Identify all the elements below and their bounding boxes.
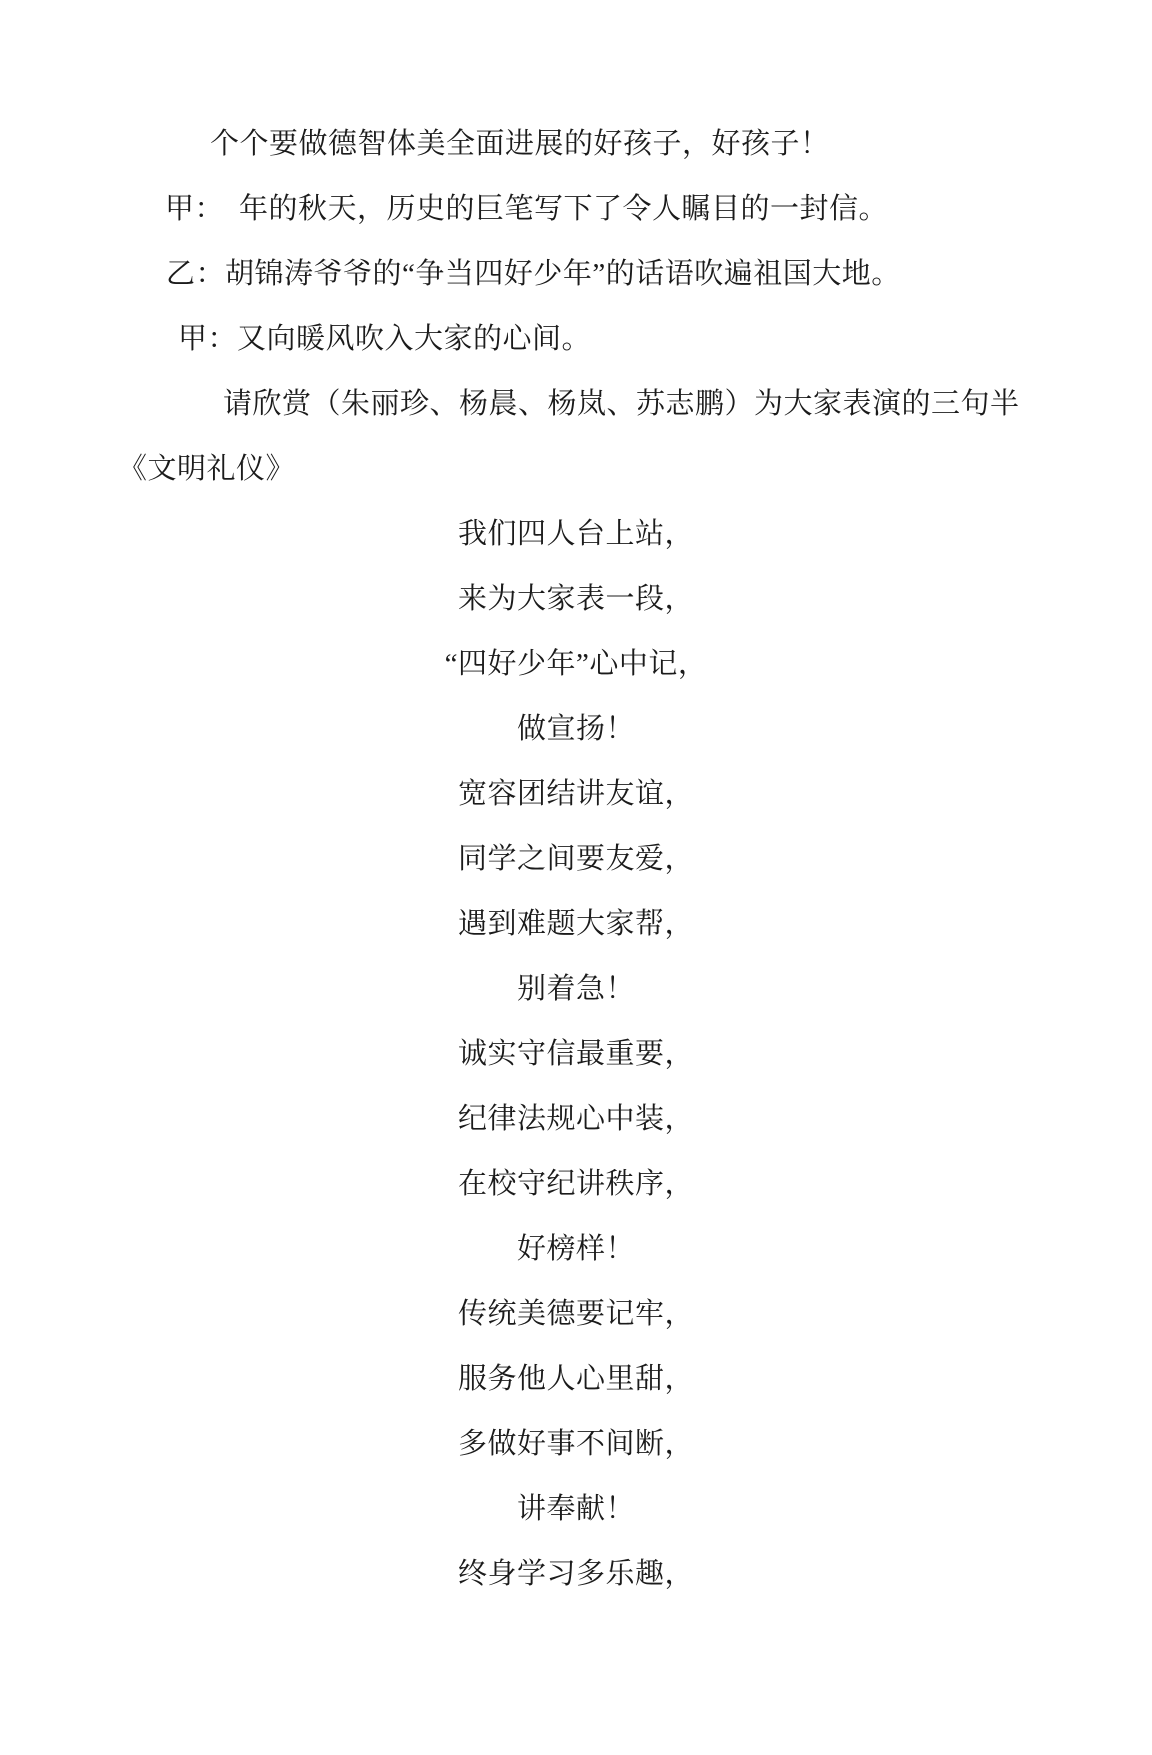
verse-line: 做宣扬！: [516, 713, 635, 745]
verse-line: 诚实守信最重要，: [457, 1038, 694, 1070]
verse-line: 传统美德要记牢，: [457, 1298, 694, 1330]
verse-line: “四好少年”心中记，: [444, 648, 708, 680]
verse-line: 服务他人心里甜，: [457, 1363, 694, 1395]
title-line: 《文明礼仪》: [118, 453, 296, 485]
verse-line: 终身学习多乐趣，: [457, 1558, 694, 1590]
intro-line: 请欣赏（朱丽珍、杨晨、杨岚、苏志鹏）为大家表演的三句半: [223, 388, 1020, 420]
verse-line: 我们四人台上站，: [457, 518, 694, 550]
verse-line: 讲奉献！: [516, 1493, 635, 1525]
dialogue-line: 乙：胡锦涛爷爷的“争当四好少年”的话语吹遍祖国大地。: [166, 258, 901, 290]
verse-line: 别着急！: [516, 973, 635, 1005]
verse-line: 在校守纪讲秩序，: [457, 1168, 694, 1200]
verse-line: 纪律法规心中装，: [457, 1103, 694, 1135]
dialogue-line: 甲：又向暖风吹入大家的心间。: [178, 323, 592, 355]
verse-line: 多做好事不间断，: [457, 1428, 694, 1460]
verse-line: 好榜样！: [516, 1233, 635, 1265]
continuation-line: 个个要做德智体美全面进展的好孩子，好孩子！: [210, 128, 830, 160]
document-body: [0, 112, 1152, 1607]
verse-line: 同学之间要友爱，: [457, 843, 694, 875]
verse-line: 遇到难题大家帮，: [457, 908, 694, 940]
dialogue-line: 甲： 年的秋天，历史的巨笔写下了令人瞩目的一封信。: [165, 193, 889, 225]
verse-line: 宽容团结讲友谊，: [457, 778, 694, 810]
verse-line: 来为大家表一段，: [457, 583, 694, 615]
